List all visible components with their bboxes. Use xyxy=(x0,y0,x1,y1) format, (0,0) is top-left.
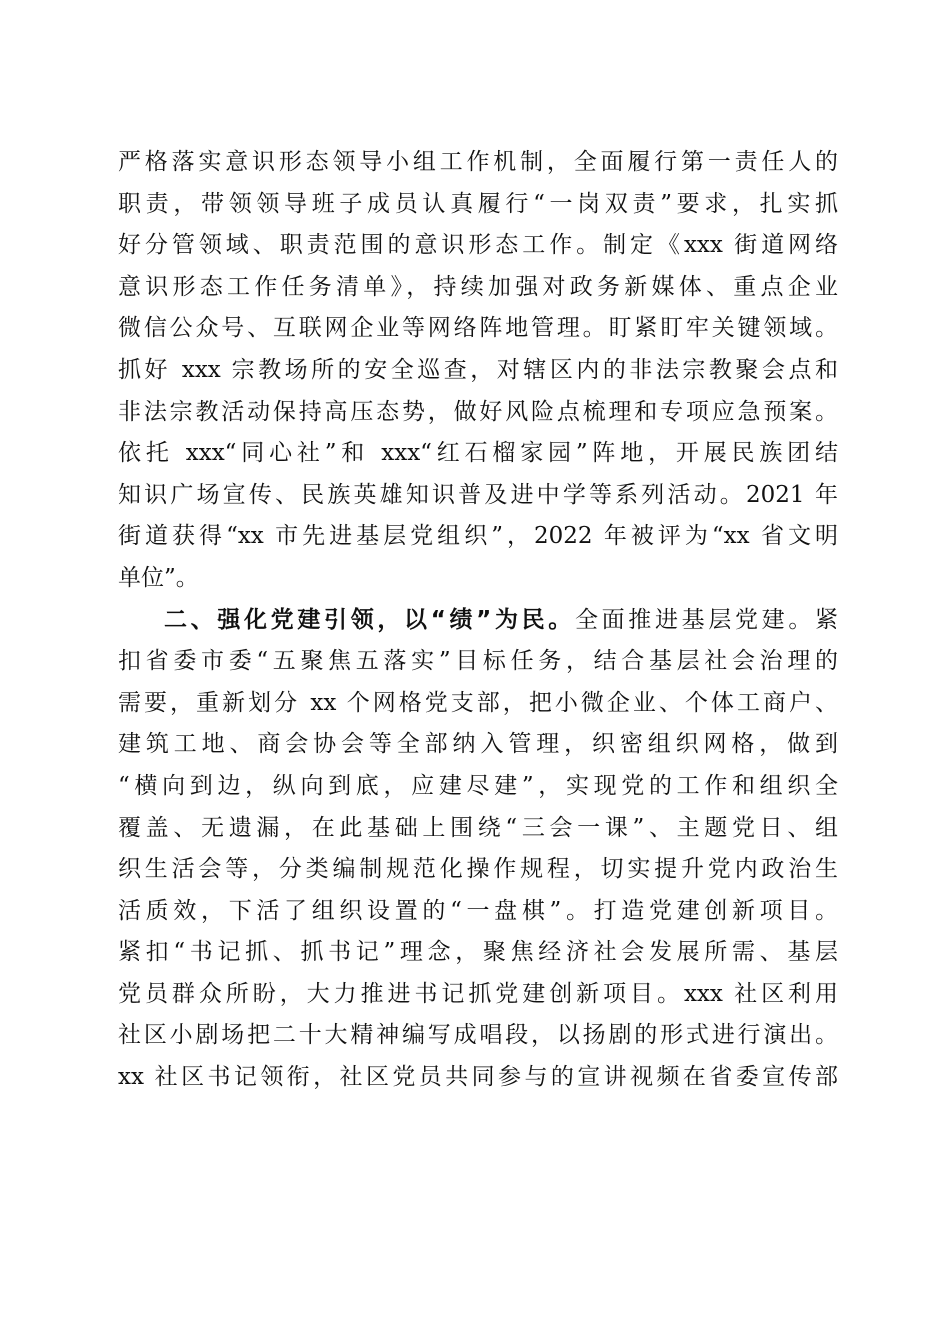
text-line: 微信公众号、互联网企业等网络阵地管理。盯紧盯牢关键领域。 xyxy=(118,315,838,342)
text-line: 社区小剧场把二十大精神编写成唱段，以扬剧的形式进行演出。 xyxy=(118,1022,838,1049)
text-line: 好分管领域、职责范围的意识形态工作。制定《xxx 街道网络 xyxy=(118,232,838,259)
text-line: xx 社区书记领衔，社区党员共同参与的宣讲视频在省委宣传部 xyxy=(118,1064,838,1091)
text-line: 依托 xxx“同心社”和 xxx“红石榴家园”阵地，开展民族团结 xyxy=(118,440,838,467)
text-line: 扣省委市委“五聚焦五落实”目标任务，结合基层社会治理的 xyxy=(118,648,838,675)
text-line: 覆盖、无遗漏，在此基础上围绕“三会一课”、主题党日、组 xyxy=(118,814,838,841)
text-line: 紧扣“书记抓、抓书记”理念，聚焦经济社会发展所需、基层 xyxy=(118,939,838,966)
text-line: 知识广场宣传、民族英雄知识普及进中学等系列活动。2021 年 xyxy=(118,481,838,508)
text-line: 建筑工地、商会协会等全部纳入管理，织密组织网格，做到 xyxy=(118,731,838,758)
text-line: 需要，重新划分 xx 个网格党支部，把小微企业、个体工商户、 xyxy=(118,689,838,716)
document-body xyxy=(118,142,838,1099)
paragraph-ideology-work xyxy=(118,142,838,600)
section-heading: 二、强化党建引领，以“绩”为民。 xyxy=(164,606,575,633)
text-line: 严格落实意识形态领导小组工作机制，全面履行第一责任人的 xyxy=(118,149,838,175)
paragraph-party-building xyxy=(118,600,838,1099)
text-line: 职责，带领领导班子成员认真履行“一岗双责”要求，扎实抓 xyxy=(118,190,838,217)
heading-line xyxy=(118,600,838,642)
text-line: 街道获得“xx 市先进基层党组织”，2022 年被评为“xx 省文明 xyxy=(118,523,838,550)
text-line: 织生活会等，分类编制规范化操作规程，切实提升党内政治生 xyxy=(118,856,838,883)
heading-line-rest: 全面推进基层党建。紧 xyxy=(574,606,839,633)
text-line: 活质效，下活了组织设置的“一盘棋”。打造党建创新项目。 xyxy=(118,897,838,924)
text-line: 单位”。 xyxy=(118,564,199,591)
text-line: 非法宗教活动保持高压态势，做好风险点梳理和专项应急预案。 xyxy=(118,398,838,425)
text-line: 意识形态工作任务清单》，持续加强对政务新媒体、重点企业 xyxy=(118,273,838,300)
text-line: 抓好 xxx 宗教场所的安全巡查，对辖区内的非法宗教聚会点和 xyxy=(118,356,838,383)
text-line: 党员群众所盼，大力推进书记抓党建创新项目。xxx 社区利用 xyxy=(118,980,838,1007)
text-line: “横向到边，纵向到底，应建尽建”，实现党的工作和组织全 xyxy=(118,772,838,799)
